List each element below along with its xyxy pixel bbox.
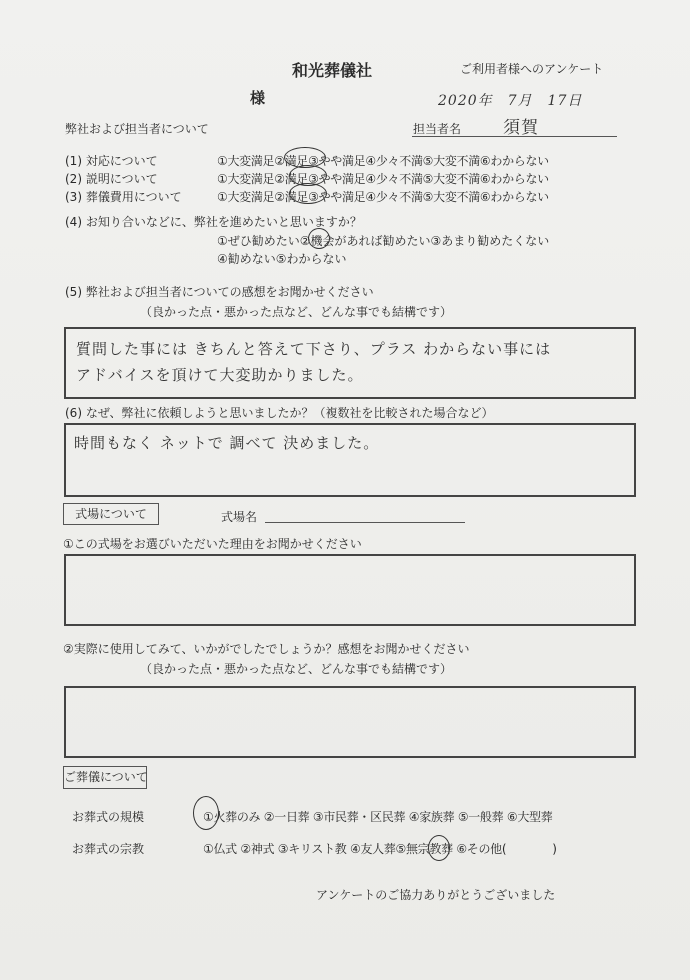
staff-name: 須賀 — [503, 118, 539, 138]
q1-options: ①大変満足②満足③やや満足④少々不満⑤大変不満⑥わからない — [217, 154, 549, 168]
funeral-religion-label: お葬式の宗教 — [72, 842, 145, 856]
q4-answer-circle — [308, 228, 330, 249]
venue-q2-answer-box[interactable] — [64, 686, 636, 758]
funeral-section-label: ご葬儀について — [63, 766, 147, 789]
scale-answer-circle — [193, 796, 219, 830]
survey-title: ご利用者様へのアンケート — [460, 62, 604, 76]
staff-label: 担当者名 — [413, 122, 462, 136]
venue-section-label: 式場について — [63, 503, 159, 525]
q4-options-row2: ④勧めない⑤わからない — [217, 252, 347, 266]
venue-q2-subtext: （良かった点・悪かった点など、どんな事でも結構です） — [140, 662, 453, 676]
q3-answer-circle — [289, 183, 327, 204]
funeral-scale-options: ①火葬のみ ②一日葬 ③市民葬・区民葬 ④家族葬 ⑤一般葬 ⑥大型葬 — [203, 810, 553, 824]
venue-q2: ②実際に使用してみて、いかがでしたでしょうか？感想をお聞かせください — [63, 642, 470, 656]
venue-q1-answer-box[interactable] — [64, 554, 636, 626]
intro-label: 弊社および担当者について — [65, 122, 209, 136]
q5-label: (5) 弊社および担当者についての感想をお聞かせください — [65, 285, 374, 299]
venue-name-underline[interactable] — [265, 522, 465, 523]
customer-suffix: 様 — [250, 89, 266, 107]
q3-label: (3) 葬儀費用について — [65, 190, 182, 204]
venue-name-label: 式場名 — [221, 510, 258, 524]
q5-subtext: （良かった点・悪かった点など、どんな事でも結構です） — [140, 305, 453, 319]
staff-underline — [412, 136, 617, 137]
q4-label: (4) お知り合いなどに、弊社を進めたいと思いますか？ — [65, 215, 362, 229]
company-name: 和光葬儀社 — [292, 61, 373, 80]
date-field: 2020年 7月 17日 — [438, 93, 583, 109]
q6-label: (6) なぜ、弊社に依頼しようと思いましたか？（複数社を比較された場合など） — [65, 406, 494, 420]
q5-answer-line1: 質問した事には きちんと答えて下さり、プラス わからない事には — [76, 340, 552, 358]
q5-answer-line2: アドバイスを頂けて大変助かりました。 — [76, 366, 364, 384]
q6-answer: 時間もなく ネットで 調べて 決めました。 — [74, 434, 380, 452]
religion-answer-circle — [428, 835, 450, 861]
q3-options: ①大変満足②満足③やや満足④少々不満⑤大変不満⑥わからない — [217, 190, 549, 204]
q2-options: ①大変満足②満足③やや満足④少々不満⑤大変不満⑥わからない — [217, 172, 549, 186]
footer-thanks: アンケートのご協力ありがとうございました — [316, 888, 556, 902]
funeral-scale-label: お葬式の規模 — [72, 810, 145, 824]
venue-q1: ①この式場をお選びいただいた理由をお聞かせください — [63, 537, 362, 551]
funeral-religion-options: ①仏式 ②神式 ③キリスト教 ④友人葬⑤無宗教葬 ⑥その他( ) — [203, 842, 557, 856]
q1-label: (1) 対応について — [65, 154, 158, 168]
q2-label: (2) 説明について — [65, 172, 158, 186]
q4-options-row1: ①ぜひ勧めたい②機会があれば勧めたい③あまり勧めたくない — [217, 234, 550, 248]
